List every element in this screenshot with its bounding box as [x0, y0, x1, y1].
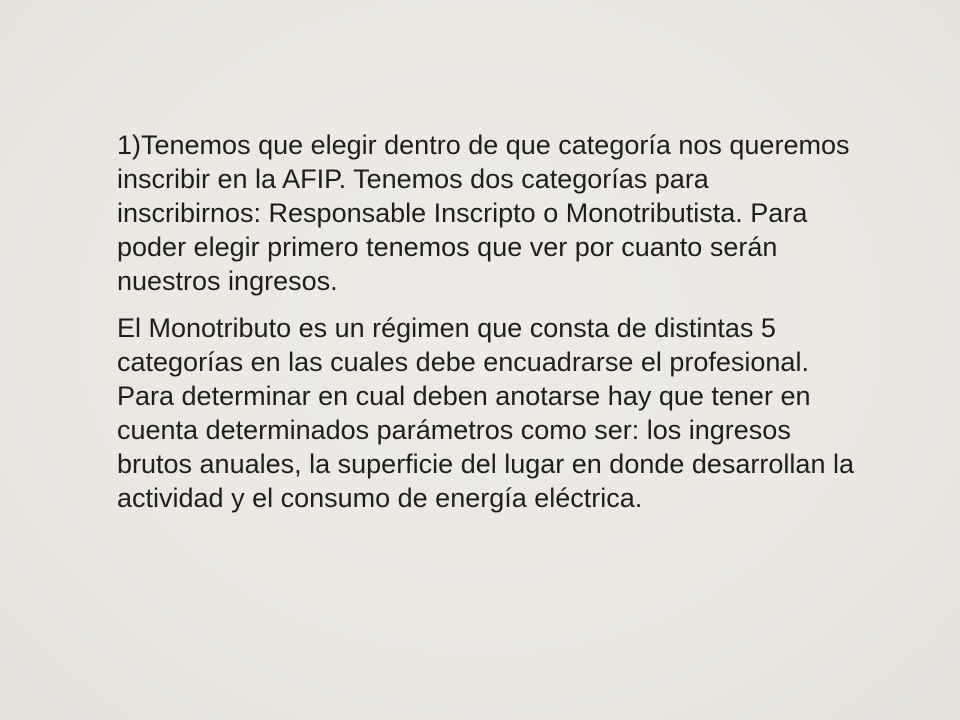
slide-body	[117, 128, 857, 515]
paragraph-monotributo: El Monotributo es un régimen que consta de distintas 5 categorías en las cuales debe encuadrarse el profesional. Para determinar en cual deben anotarse hay que tener en cuenta determinados parámetros como ser: los ingresos brutos anuales, la superficie del lugar en donde desarrollan la actividad y el consumo de energía eléctrica.	[117, 313, 854, 513]
paragraph-afip-categories: 1)Tenemos que elegir dentro de que categoría nos queremos inscribir en la AFIP. Tenemos dos categorías para inscribirnos: Responsable Inscripto o Monotributista. Para poder elegir primero tenemos que ver por cuanto serán nuestros ingresos.	[117, 130, 850, 296]
